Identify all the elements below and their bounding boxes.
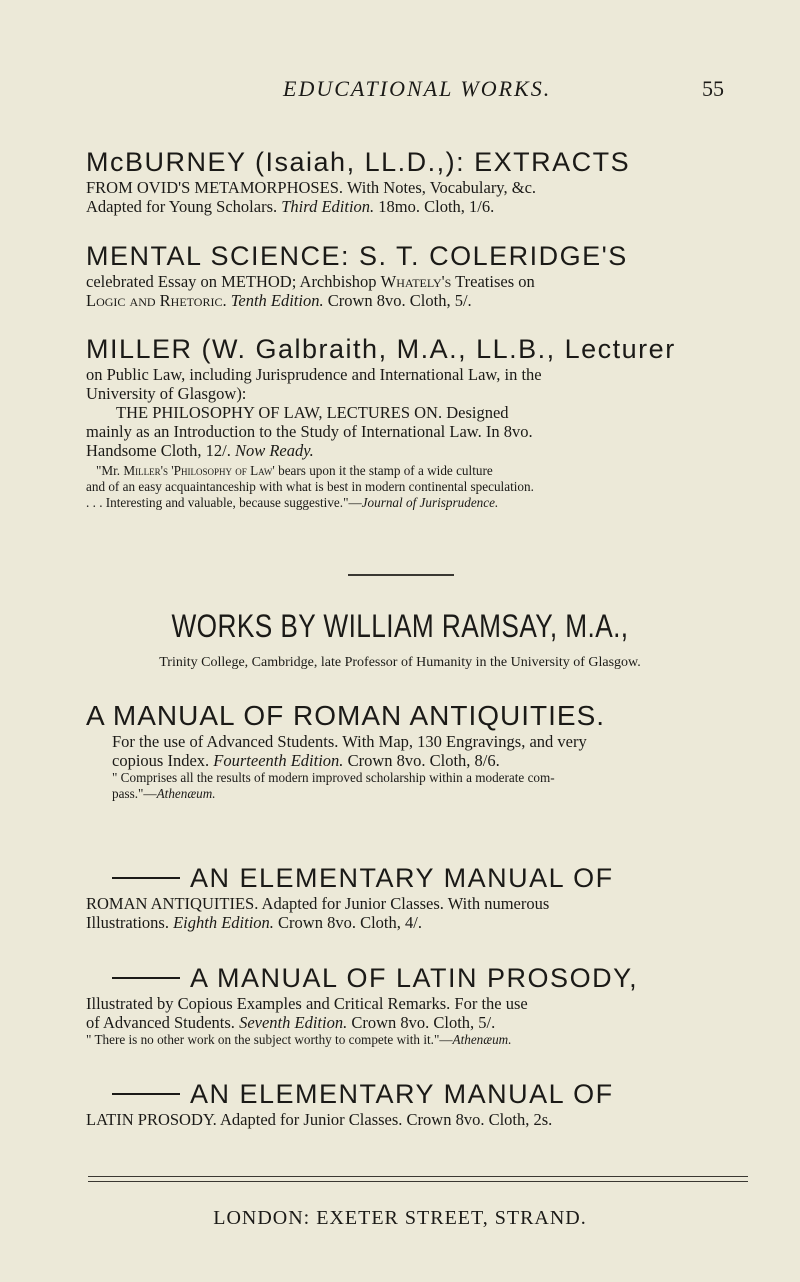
quote-source: Athenæum. [452,1032,512,1047]
entry-heading: A MANUAL OF LATIN PROSODY, [112,962,752,994]
entry-heading: A MANUAL OF ROMAN ANTIQUITIES. [86,700,606,731]
section-divider [348,574,454,576]
entry-mental-science [86,240,742,310]
entry-line: University of Glasgow): [86,384,247,403]
edition-label: Eighth Edition. [173,913,274,932]
entry-elementary-prosody [86,1078,752,1129]
entry-heading: McBURNEY (Isaiah, LL.D.,): EXTRACTS [86,147,631,177]
edition-label: Tenth Edition. [230,291,324,310]
ditto-dash [112,877,180,879]
footer-imprint: LONDON: EXETER STREET, STRAND. [213,1207,587,1229]
ditto-dash [112,1093,180,1095]
entry-line: celebrated Essay on METHOD; Archbishop Whately's Treatises on [86,272,535,291]
ditto-dash [112,977,180,979]
edition-label: Seventh Edition. [239,1013,348,1032]
entry-line: THE PHILOSOPHY OF LAW, LECTURES ON. Designed [116,403,509,422]
entry-line: LATIN PROSODY. Adapted for Junior Classes. Crown 8vo. Cloth, 2s. [86,1110,553,1129]
entry-heading: AN ELEMENTARY MANUAL OF [112,1078,752,1110]
edition-label: Third Edition. [281,197,375,216]
review-quote: . . . Interesting and valuable, because suggestive."—Journal of Jurisprudence. [86,495,499,510]
entry-line: copious Index. Fourteenth Edition. Crown 8vo. Cloth, 8/6. [112,751,500,770]
entry-line: Logic and Rhetoric. Tenth Edition. Crown 8vo. Cloth, 5/. [86,291,472,310]
review-quote: "Mr. Miller's 'Philosophy of Law' bears upon it the stamp of a wide culture [96,463,493,478]
page-number: 55 [702,76,724,101]
entry-line: Handsome Cloth, 12/. Now Ready. [86,441,314,460]
entry-mcburney [86,146,742,216]
section-subtitle: Trinity College, Cambridge, late Professor of Humanity in the University of Glasgow. [159,655,641,670]
entry-line: Adapted for Young Scholars. Third Edition. 18mo. Cloth, 1/6. [86,197,495,216]
availability-label: Now Ready. [234,441,314,460]
section-title: WORKS BY WILLIAM RAMSAY, M.A., [171,608,629,644]
footer-rule [88,1176,748,1177]
entry-line: Illustrations. Eighth Edition. Crown 8vo. Cloth, 4/. [86,913,422,932]
edition-label: Fourteenth Edition. [213,751,344,770]
entry-heading: AN ELEMENTARY MANUAL OF [112,862,752,894]
entry-heading: MILLER (W. Galbraith, M.A., LL.B., Lecturer [86,334,676,364]
quote-source: Athenæum. [156,786,216,801]
running-title: EDUCATIONAL WORKS. [283,76,552,101]
entry-line: ROMAN ANTIQUITIES. Adapted for Junior Classes. With numerous [86,894,550,913]
entry-line: FROM OVID'S METAMORPHOSES. With Notes, Vocabulary, &c. [86,178,537,197]
entry-line: For the use of Advanced Students. With Map, 130 Engravings, and very [112,732,587,751]
entry-roman-antiquities [86,700,742,802]
entry-line: of Advanced Students. Seventh Edition. Crown 8vo. Cloth, 5/. [86,1013,496,1032]
page-header [0,76,800,104]
entry-line: mainly as an Introduction to the Study of International Law. In 8vo. [86,422,533,441]
review-quote: " Comprises all the results of modern improved scholarship within a moderate com- [112,770,555,785]
footer-rule [88,1181,748,1182]
entry-line: on Public Law, including Jurisprudence and International Law, in the [86,365,542,384]
entry-heading: MENTAL SCIENCE: S. T. COLERIDGE'S [86,241,628,271]
entry-miller [86,333,742,511]
entry-elementary-antiquities [86,862,752,932]
review-quote: " There is no other work on the subject worthy to compete with it."—Athenæum. [86,1032,512,1047]
entry-line: Illustrated by Copious Examples and Critical Remarks. For the use [86,994,528,1013]
quote-source: Journal of Jurisprudence. [361,495,499,510]
review-quote: pass."—Athenæum. [112,786,216,801]
entry-latin-prosody [86,962,752,1048]
review-quote: and of an easy acquaintanceship with what is best in modern continental speculation. [86,479,534,494]
